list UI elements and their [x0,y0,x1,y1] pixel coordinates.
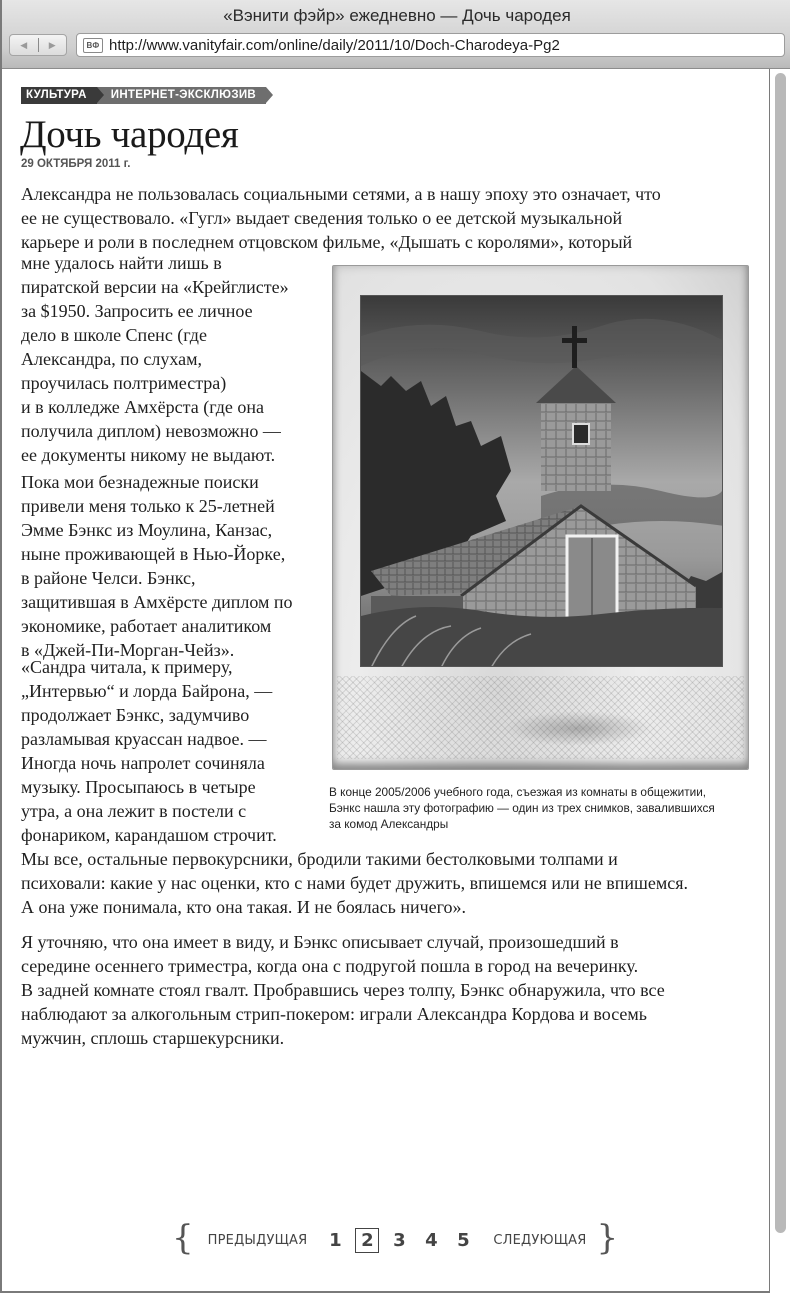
text-line: продолжает Бэнкс, задумчиво [21,705,250,725]
page-link-1[interactable]: 1 [329,1229,342,1251]
caption-line: за комод Александры [329,817,449,831]
text-line: ее не существовало. «Гугл» выдает сведения только о ее детской музыкальной [21,208,623,228]
page-link-4[interactable]: 4 [425,1229,438,1251]
caption-line: В конце 2005/2006 учебного года, съезжая из комнаты в общежитии, [329,785,707,799]
previous-page-link[interactable]: ПРЕДЫДУЩАЯ [207,1232,308,1248]
right-brace-icon: } [596,1218,619,1258]
url-text[interactable]: http://www.vanityfair.com/online/daily/2011/10/Doch-Charodeya-Pg2 [109,36,560,54]
church-photo [360,295,723,667]
page-link-2-current[interactable]: 2 [355,1228,379,1253]
text-line: проучилась полтриместра) [21,373,227,393]
nav-buttons [9,34,67,56]
window-title: «Вэнити фэйр» ежедневно — Дочь чародея [223,6,571,25]
vertical-scrollbar[interactable] [769,69,790,1293]
paragraph-4 [21,930,751,1050]
back-arrow-icon: ◀ [20,39,28,50]
tag-culture[interactable]: КУЛЬТУРА [21,87,97,104]
text-line: Иногда ночь напролет сочиняла [21,753,265,773]
frame-stain [503,711,653,746]
text-line: дело в школе Спенс (где [21,325,207,345]
text-line: утра, а она лежит в постели с [21,801,247,821]
text-line: Мы все, остальные первокурсники, бродили такими бестолковыми толпами и [21,849,618,869]
text-line: получила диплом) невозможно — [21,421,281,441]
text-line: в «Джей-Пи-Морган-Чейз». [21,640,235,660]
category-tags [21,87,266,104]
left-brace-icon: { [172,1218,194,1258]
text-line: в районе Челси. Бэнкс, [21,568,196,588]
forward-button[interactable] [39,35,67,55]
text-line: Александра не пользовалась социальными сетями, а в нашу эпоху это означает, что [21,184,661,204]
page-link-3[interactable]: 3 [393,1229,406,1251]
text-line: экономике, работает аналитиком [21,616,272,636]
paragraph-1-full [21,182,751,254]
pagination [172,1220,618,1260]
text-line: привели меня только к 25-летней [21,496,275,516]
paragraph-2 [21,470,321,662]
paragraph-3-full [21,847,751,919]
text-line: музыку. Просыпаюсь в четыре [21,777,256,797]
site-favicon-icon: ВФ [83,38,103,53]
text-line: карьере и роли в последнем отцовском фильме, «Дышать с королями», который [21,232,633,252]
scrollbar-thumb[interactable] [775,73,786,1233]
paragraph-1-column [21,251,321,467]
browser-toolbar [2,0,790,69]
text-line: «Сандра читала, к примеру, [21,657,233,677]
text-line: А она уже понимала, кто она такая. И не боялась ничего». [21,897,467,917]
caption-line: Бэнкс нашла эту фотографию — один из трех снимков, завалившихся [329,801,715,815]
text-line: ныне проживающей в Нью-Йорке, [21,544,286,564]
text-line: защитившая в Амхёрсте диплом по [21,592,293,612]
text-line: Эмме Бэнкс из Моулина, Канзас, [21,520,273,540]
back-button[interactable] [10,35,38,55]
polaroid-photo-frame [332,265,749,770]
text-line: разламывая круассан надвое. — [21,729,267,749]
text-line: Пока мои безнадежные поиски [21,472,259,492]
text-line: Александра, по слухам, [21,349,202,369]
text-line: Я уточняю, что она имеет в виду, и Бэнкс описывает случай, произошедший в [21,932,619,952]
page-link-5[interactable]: 5 [457,1229,470,1251]
text-line: и в колледже Амхёрста (где она [21,397,264,417]
photo-caption [329,784,754,832]
address-bar[interactable] [76,33,785,57]
text-line: середине осеннего триместра, когда она с подругой пошла в город на вечеринку. [21,956,639,976]
paragraph-3-column [21,655,321,847]
article-title: Дочь чародея [20,113,239,156]
church-illustration-icon [361,296,723,667]
text-line: наблюдают за алкогольным стрип-покером: играли Александра Кордова и восемь [21,1004,648,1024]
text-line: ее документы никому не выдают. [21,445,276,465]
next-page-link[interactable]: СЛЕДУЮЩАЯ [493,1232,587,1248]
text-line: пиратской версии на «Крейглисте» [21,277,289,297]
text-line: психовали: какие у нас оценки, кто с нами будет дружить, впишемся или не впишемся. [21,873,689,893]
text-line: фонариком, карандашом строчит. [21,825,277,845]
article-page [4,70,769,1291]
text-line: за $1950. Запросить ее личное [21,301,253,321]
text-line: мне удалось найти лишь в [21,253,222,273]
tag-internet-exclusive[interactable]: ИНТЕРНЕТ-ЭКСКЛЮЗИВ [97,87,266,104]
text-line: В задней комнате стоял гвалт. Пробравшись через толпу, Бэнкс обнаружила, что все [21,980,665,1000]
text-line: мужчин, сплошь старшекурсники. [21,1028,285,1048]
text-line: „Интервью“ и лорда Байрона, — [21,681,273,701]
article-date: 29 ОКТЯБРЯ 2011 г. [21,158,131,170]
forward-arrow-icon: ▶ [48,39,56,50]
